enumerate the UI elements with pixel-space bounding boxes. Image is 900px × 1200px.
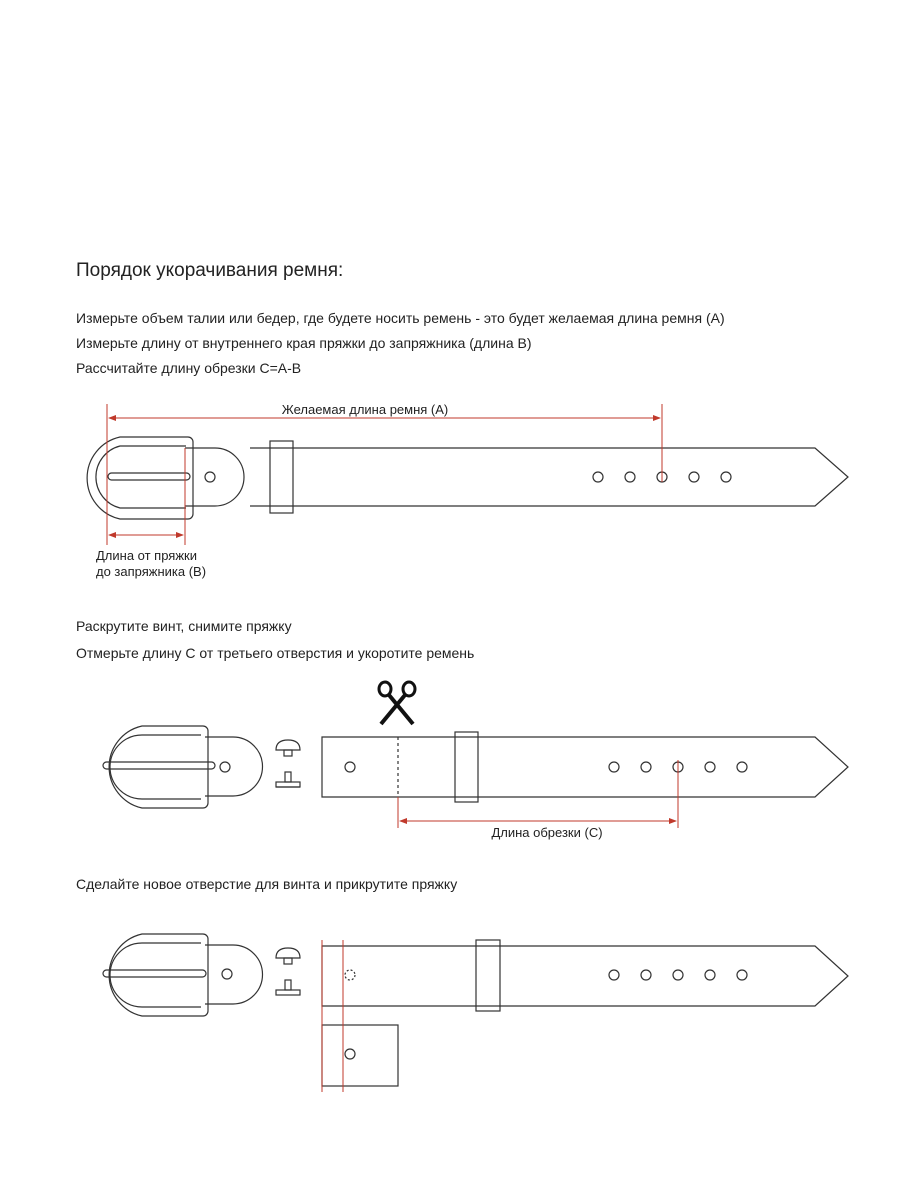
buckle-plate (205, 737, 263, 796)
screw-hole (220, 762, 230, 772)
belt-strap (250, 448, 848, 506)
belt-end-fold (322, 1025, 398, 1086)
diagram-2 (103, 726, 848, 808)
belt-hole (609, 970, 619, 980)
new-screw-hole (345, 970, 355, 980)
screw-hole (345, 762, 355, 772)
diagram-3 (103, 934, 848, 1086)
belt-hole (673, 970, 683, 980)
buckle-frame-inner (110, 943, 201, 1007)
step-cut: Отмерьте длину С от третьего отверстия и укоротите ремень (76, 645, 475, 661)
scissors-icon (379, 682, 415, 724)
screw-bolt (285, 772, 291, 782)
belt-hole (737, 970, 747, 980)
step-measure-waist: Измерьте объем талии или бедер, где будете носить ремень - это будет желаемая длина ремня (А) (76, 310, 725, 326)
screw-head-part (276, 948, 300, 958)
step-new-hole: Сделайте новое отверстие для винта и прикрутите пряжку (76, 876, 458, 892)
belt-hole (721, 472, 731, 482)
screw-hole (205, 472, 215, 482)
keeper-loop (455, 732, 478, 802)
buckle-prong (103, 970, 206, 977)
belt-hole (641, 970, 651, 980)
screw-hole (222, 969, 232, 979)
buckle-frame-inner (96, 446, 186, 508)
buckle-frame (109, 934, 208, 1016)
step-unscrew: Раскрутите винт, снимите пряжку (76, 618, 292, 634)
label-c: Длина обрезки (С) (491, 825, 603, 840)
belt-hole (705, 970, 715, 980)
screw-stem (284, 750, 292, 756)
step-calculate: Рассчитайте длину обрезки С=А-В (76, 360, 302, 376)
label-a: Желаемая длина ремня (А) (281, 402, 449, 417)
keeper-loop (476, 940, 500, 1011)
belt-hole (625, 472, 635, 482)
label-b-line1: Длина от пряжки (96, 548, 197, 563)
keeper-loop (270, 441, 293, 513)
belt-hole (593, 472, 603, 482)
buckle-frame (109, 726, 208, 808)
belt-hole (737, 762, 747, 772)
buckle-frame-inner (110, 735, 201, 799)
diagram-3-guides (322, 940, 343, 1092)
belt-strap (322, 946, 848, 1006)
page-title: Порядок укорачивания ремня: (76, 260, 344, 281)
belt-strap (322, 737, 848, 797)
belt-hole (609, 762, 619, 772)
label-b-line2: до запряжника (В) (96, 564, 207, 579)
diagram-1 (87, 437, 848, 519)
diagram-2-measures (398, 760, 678, 828)
buckle-frame (87, 437, 193, 519)
screw-head-part (276, 740, 300, 750)
buckle-prong (103, 762, 215, 769)
belt-hole (689, 472, 699, 482)
screw-hole (345, 1049, 355, 1059)
belt-hole (705, 762, 715, 772)
buckle-prong (108, 473, 190, 480)
buckle-plate (205, 945, 263, 1004)
step-measure-buckle: Измерьте длину от внутреннего края пряжки до запряжника (длина В) (76, 335, 532, 351)
belt-hole (641, 762, 651, 772)
